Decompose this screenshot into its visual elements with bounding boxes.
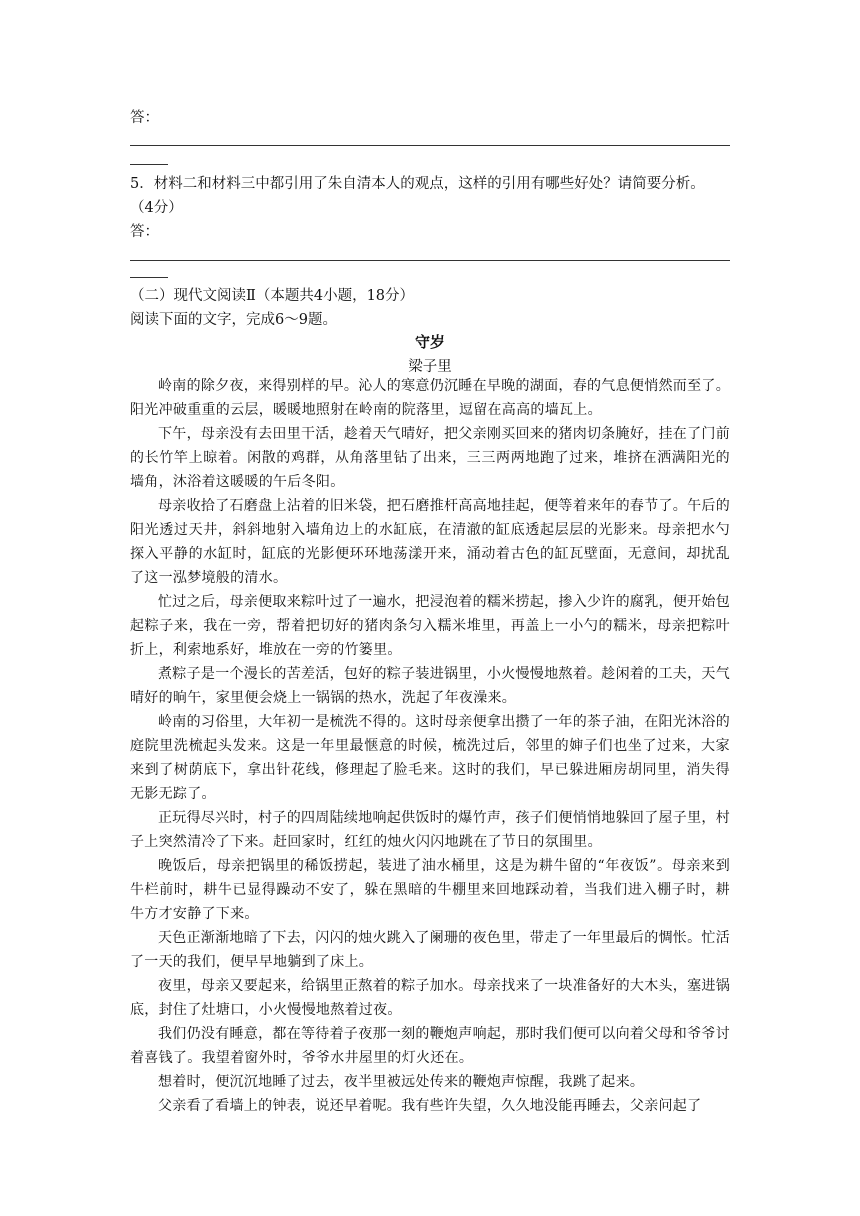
section-heading: （二）现代文阅读Ⅱ（本题共4小题，18分） — [130, 288, 415, 304]
answer-line — [130, 260, 730, 261]
article-paragraph: 天色正渐渐地暗了下去，闪闪的烛火跳入了阑珊的夜色里，带走了一年里最后的惆怅。忙活了一天的我们，便早早地躺到了床上。 — [130, 930, 730, 970]
answer-label: 答： — [130, 224, 159, 240]
answer-label: 答： — [130, 110, 159, 126]
article-paragraph: 岭南的习俗里，大年初一是梳洗不得的。这时母亲便拿出攒了一年的茶子油，在阳光沐浴的庭院里洗梳起头发来。这是一年里最惬意的时候，梳洗过后，邻里的婶子们也坐了过来，大家来到了树荫底下，拿出针花线，修理起了脸毛来。这时的我们，早已躲进厢房胡同里，消失得无影无踪了。 — [130, 714, 730, 802]
article-paragraph: 忙过之后，母亲便取来粽叶过了一遍水，把浸泡着的糯米捞起，掺入少许的腐乳，便开始包起粽子来，我在一旁，帮着把切好的猪肉条匀入糯米堆里，再盖上一小勺的糯米，母亲把粽叶折上，利索地系好，堆放在一旁的竹篓里。 — [130, 594, 730, 658]
article-paragraph: 正玩得尽兴时，村子的四周陆续地响起供饭时的爆竹声，孩子们便悄悄地躲回了屋子里，村子上突然清冷了下来。赶回家时，红红的烛火闪闪地跳在了节日的氛围里。 — [130, 810, 730, 850]
article-paragraph: 我们仍没有睡意，都在等待着子夜那一刻的鞭炮声响起，那时我们便可以向着父母和爷爷讨着喜钱了。我望着窗外时，爷爷水井屋里的灯火还在。 — [130, 1026, 730, 1066]
answer-line-end — [130, 164, 168, 165]
article-paragraph: 煮粽子是一个漫长的苦差活，包好的粽子装进锅里，小火慢慢地熬着。趁闲着的工夫，天气晴好的晌午，家里便会烧上一锅锅的热水，洗起了年夜澡来。 — [130, 666, 730, 706]
article-title: 守岁 — [414, 333, 445, 351]
article-paragraph: 夜里，母亲又要起来，给锅里正熬着的粽子加水。母亲找来了一块准备好的大木头，塞进锅底，封住了灶塘口，小火慢慢地熬着过夜。 — [130, 978, 730, 1018]
question-5-text: 5．材料二和材料三中都引用了朱自清本人的观点，这样的引用有哪些好处？请简要分析。 — [130, 176, 705, 192]
article-paragraph: 晚饭后，母亲把锅里的稀饭捞起，装进了油水桶里，这是为耕牛留的“年夜饭”。母亲来到牛栏前时，耕牛已显得躁动不安了，躲在黑暗的牛棚里来回地踩动着，当我们进入棚子时，耕牛方才安静了下来。 — [130, 858, 730, 922]
article-paragraph: 下午，母亲没有去田里干活，趁着天气晴好，把父亲刚买回来的猪肉切条腌好，挂在了门前的长竹竿上晾着。闲散的鸡群，从角落里钻了出来，三三两两地跑了过来，堆挤在洒满阳光的墙角，沐浴着这暖暖的午后冬阳。 — [130, 426, 730, 490]
article-paragraph: 母亲收拾了石磨盘上沾着的旧米袋，把石磨推杆高高地挂起，便等着来年的春节了。午后的阳光透过天井，斜斜地射入墙角边上的水缸底，在清澈的缸底透起层层的光影来。母亲把水勺探入平静的水缸时，缸底的光影便环环地荡漾开来，涌动着古色的缸瓦壁面，无意间，却扰乱了这一泓梦境般的清水。 — [130, 498, 730, 586]
section-instruction: 阅读下面的文字，完成6～9题。 — [130, 312, 337, 328]
article-body — [130, 374, 730, 1118]
article-paragraph: 父亲看了看墙上的钟表，说还早着呢。我有些许失望，久久地没能再睡去，父亲问起了 — [158, 1098, 702, 1114]
article-paragraph: 岭南的除夕夜，来得别样的早。沁人的寒意仍沉睡在早晚的湖面，春的气息便悄然而至了。阳光冲破重重的云层，暖暖地照射在岭南的院落里，逗留在高高的墙瓦上。 — [130, 378, 730, 418]
answer-line-end — [130, 277, 168, 278]
answer-line — [130, 145, 730, 146]
article-paragraph: 想着时，便沉沉地睡了过去，夜半里被远处传来的鞭炮声惊醒，我跳了起来。 — [158, 1074, 645, 1090]
article-author: 梁子里 — [408, 359, 452, 375]
question-5-score: （4分） — [130, 200, 183, 216]
